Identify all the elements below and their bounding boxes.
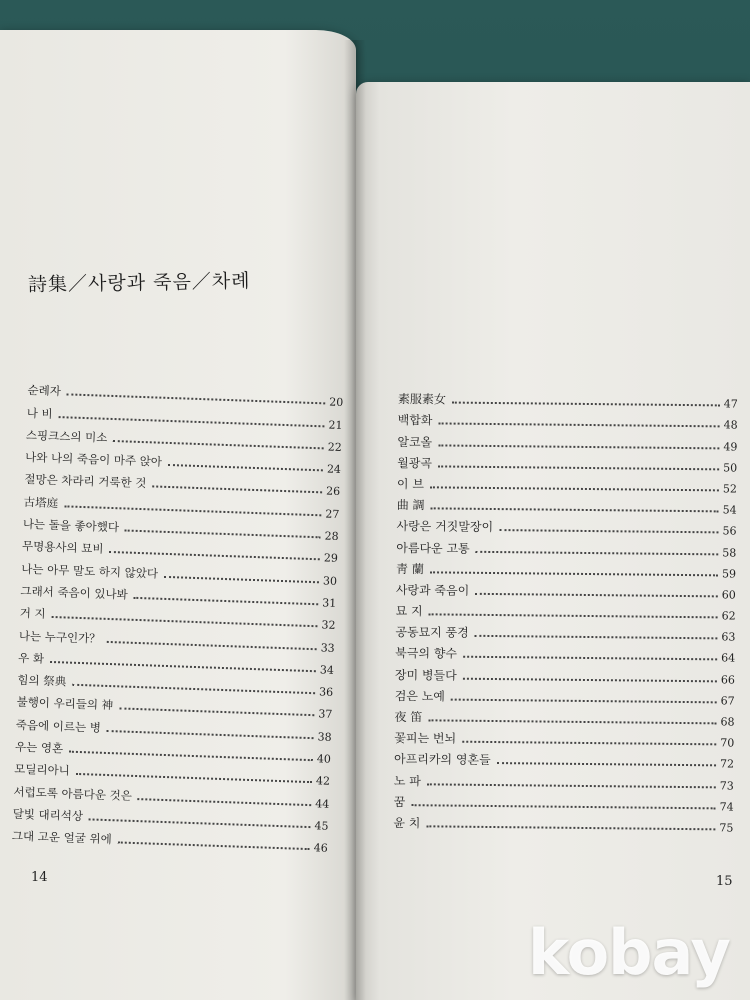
toc-entry-page: 21 <box>328 418 343 432</box>
toc-entry-title: 공동묘지 풍경 <box>395 625 469 641</box>
toc-right <box>393 386 738 834</box>
toc-entry-title: 검은 노예 <box>394 688 446 704</box>
toc-entry-page: 24 <box>326 462 342 477</box>
toc-entry-title: 曲 調 <box>396 498 425 513</box>
toc-entry <box>395 640 735 665</box>
toc-entry-page: 46 <box>313 841 328 855</box>
toc-entry-title: 아프리카의 영혼들 <box>394 752 491 768</box>
toc-entry-page: 33 <box>320 640 335 655</box>
toc-entry-title: 윤 치 <box>393 815 421 831</box>
dot-leader <box>430 486 719 491</box>
toc-entry-page: 70 <box>720 736 735 750</box>
dot-leader <box>475 593 718 598</box>
toc-entry-page: 59 <box>721 567 737 581</box>
watermark-logo: kobay <box>528 916 730 989</box>
toc-entry-page: 50 <box>723 461 738 475</box>
dot-leader <box>451 698 717 703</box>
dot-leader <box>463 656 717 661</box>
toc-entry-page: 29 <box>323 551 339 566</box>
toc-entry-page: 22 <box>327 440 342 454</box>
toc-entry-title: 달빛 대리석상 <box>12 806 84 824</box>
toc-entry-page: 32 <box>321 618 336 633</box>
toc-entry-title: 이 브 <box>396 476 425 492</box>
toc-entry-title: 월광곡 <box>397 455 433 471</box>
toc-entry-page: 27 <box>325 507 340 521</box>
toc-entry <box>396 534 736 559</box>
toc-entry-page: 74 <box>719 800 734 814</box>
toc-entry-title: 그대 고운 얼굴 위에 <box>11 828 112 847</box>
toc-entry-page: 63 <box>721 630 736 644</box>
toc-entry-page: 56 <box>722 524 737 538</box>
toc-entry-page: 58 <box>722 545 737 560</box>
toc-entry-title: 나 비 <box>26 405 53 421</box>
dot-leader <box>476 550 719 555</box>
toc-entry-title: 노 파 <box>393 773 421 788</box>
dot-leader <box>475 635 718 640</box>
toc-entry-title: 알코올 <box>397 434 433 449</box>
dot-leader <box>463 677 717 682</box>
toc-entry-page: 68 <box>720 715 735 729</box>
toc-entry-title: 불행이 우리들의 神 <box>16 695 114 713</box>
toc-entry-title: 순례자 <box>27 383 62 399</box>
toc-entry-page: 28 <box>324 529 339 544</box>
toc-entry-page: 60 <box>721 588 736 602</box>
toc-entry-title: 우 화 <box>17 650 45 666</box>
dot-leader <box>427 783 716 788</box>
toc-entry-page: 75 <box>719 821 734 835</box>
toc-entry-page: 20 <box>329 395 344 410</box>
toc-entry-page: 38 <box>317 730 332 744</box>
dot-leader <box>499 529 718 533</box>
toc-entry-title: 우는 영혼 <box>14 739 64 756</box>
toc-left <box>12 376 344 855</box>
toc-entry-title: 장미 병들다 <box>394 667 457 683</box>
toc-entry-title: 죽음에 이르는 병 <box>15 717 102 735</box>
toc-entry <box>395 661 735 686</box>
dot-leader <box>429 613 718 618</box>
toc-entry-page: 73 <box>719 778 734 793</box>
toc-entry <box>395 619 735 644</box>
toc-entry-title: 아름다운 고통 <box>396 540 470 556</box>
toc-entry-title: 靑 蘭 <box>396 561 424 576</box>
toc-entry <box>394 725 734 750</box>
toc-entry-page: 30 <box>322 574 338 588</box>
toc-entry-page: 31 <box>322 596 337 610</box>
page-title: 詩集／사랑과 죽음／차례 <box>27 270 251 296</box>
toc-entry-page: 36 <box>318 685 334 699</box>
toc-entry <box>396 513 736 538</box>
toc-entry-page: 37 <box>318 707 333 722</box>
toc-entry-page: 44 <box>315 796 330 811</box>
toc-entry-title: 古塔庭 <box>23 494 59 510</box>
dot-leader <box>497 762 716 766</box>
toc-entry-title: 무명용사의 묘비 <box>21 539 104 557</box>
toc-entry-page: 54 <box>722 503 737 517</box>
dot-leader <box>462 741 716 746</box>
toc-entry-page: 45 <box>314 819 329 833</box>
toc-entry-title: 거 지 <box>19 606 46 622</box>
toc-entry-page: 48 <box>723 418 738 432</box>
toc-entry-page: 66 <box>720 673 736 687</box>
toc-entry-title: 힘의 祭典 <box>17 672 67 689</box>
toc-entry-title: 백합화 <box>397 413 433 428</box>
toc-entry-page: 52 <box>722 482 738 496</box>
toc-entry-page: 47 <box>723 397 738 411</box>
toc-entry-title: 사랑과 죽음이 <box>395 582 470 598</box>
toc-entry-title: 꽃피는 번뇌 <box>394 731 457 746</box>
toc-entry-title: 나는 누구인가？ <box>18 628 101 646</box>
dot-leader <box>431 507 719 512</box>
toc-entry-title: 서럽도록 아름다운 것은 <box>13 784 133 803</box>
page-number-right: 15 <box>716 874 733 889</box>
toc-entry-page: 34 <box>319 663 335 677</box>
toc-entry-title: 북극의 향수 <box>395 646 458 662</box>
toc-entry-title: 꿈 <box>393 794 406 809</box>
dot-leader <box>438 444 719 449</box>
toc-entry <box>394 746 734 771</box>
dot-leader <box>426 825 715 830</box>
dot-leader <box>438 423 719 428</box>
toc-entry-title: 그래서 죽음이 있나봐 <box>20 583 128 602</box>
dot-leader <box>452 402 720 407</box>
toc-entry-title: 스핑크스의 미소 <box>25 427 108 445</box>
toc-entry-page: 42 <box>315 774 331 789</box>
toc-entry-title: 夜 笛 <box>394 709 423 725</box>
toc-entry-title: 사랑은 거짓말장이 <box>396 519 494 535</box>
toc-entry-page: 67 <box>720 694 735 708</box>
book-gutter <box>344 40 366 1000</box>
toc-entry-page: 49 <box>723 439 738 454</box>
toc-entry-title: 素服素女 <box>397 392 446 407</box>
toc-entry-title: 나는 아무 말도 하지 않았다 <box>21 561 159 581</box>
toc-entry-page: 26 <box>325 484 341 499</box>
toc-entry-title: 절망은 차라리 거룩한 것 <box>24 472 147 491</box>
toc-entry <box>393 810 733 835</box>
toc-entry-title: 나는 돌을 좋아했다 <box>22 516 120 535</box>
toc-entry <box>396 577 736 602</box>
dot-leader <box>438 465 719 470</box>
page-number-left: 14 <box>31 870 48 885</box>
toc-entry-page: 62 <box>721 609 736 623</box>
toc-entry-page: 64 <box>721 651 736 665</box>
dot-leader <box>411 804 715 809</box>
dot-leader <box>430 571 718 576</box>
toc-entry-title: 나와 나의 죽음이 마주 앉아 <box>24 450 163 469</box>
toc-entry-title: 모딜리아니 <box>14 762 71 779</box>
dot-leader <box>428 719 716 724</box>
toc-entry-page: 40 <box>316 752 332 766</box>
toc-entry-title: 묘 지 <box>395 604 423 619</box>
toc-entry-page: 72 <box>719 757 735 771</box>
